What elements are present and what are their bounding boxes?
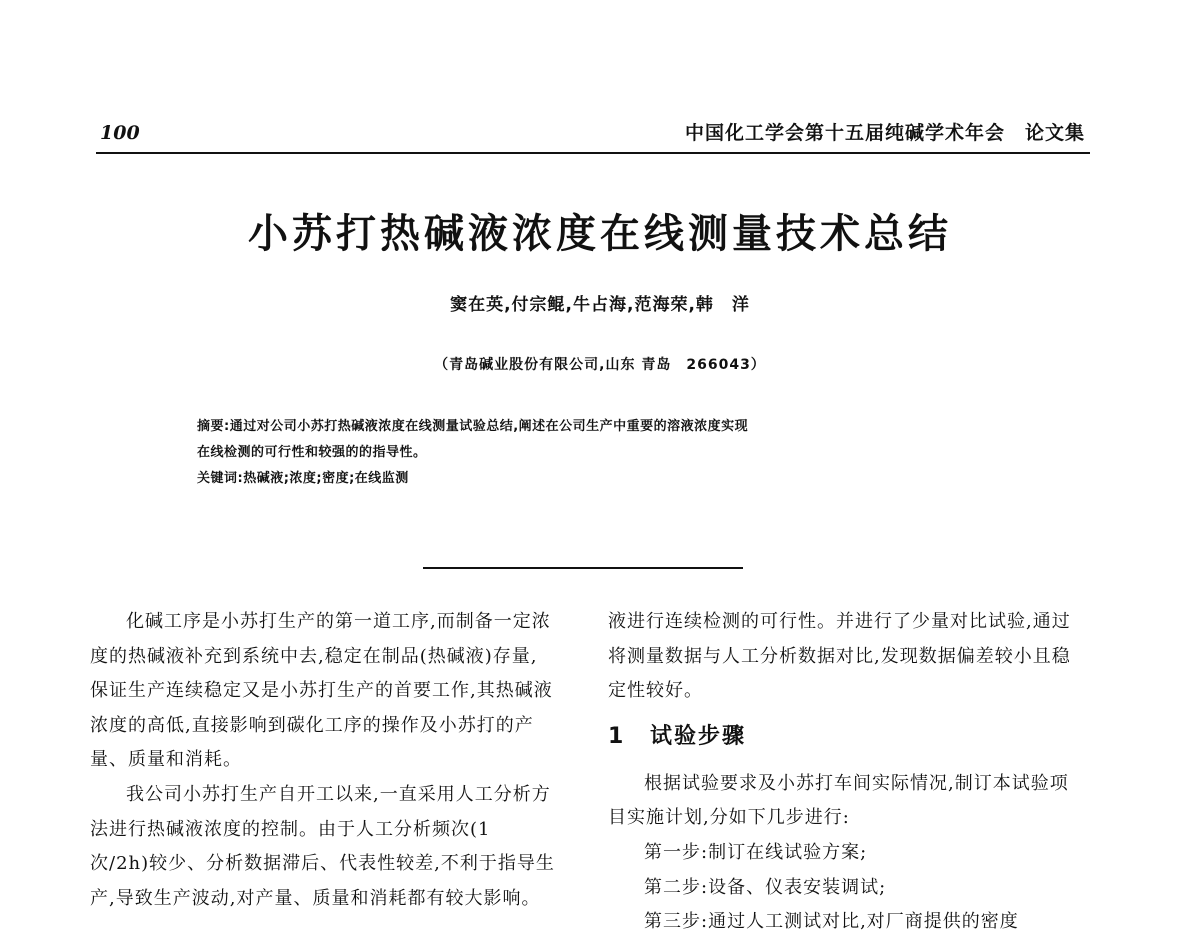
running-header-title: 中国化工学会第十五届纯碱学术年会 论文集 [684,122,1085,144]
section-heading [608,717,1073,757]
paragraph: 液进行连续检测的可行性。并进行了少量对比试验,通过将测量数据与人工分析数据对比,发现数据偏差较小且稳定性较好。 [608,611,1071,702]
paragraph: 根据试验要求及小苏打车间实际情况,制订本试验项目实施计划,分如下几步进行: [608,772,1069,829]
section-number: 1 [608,723,626,749]
right-column [608,605,1073,940]
abstract-line-2: 在线检测的可行性和较强的的指导性。 [197,445,427,460]
step-item: 第三步:通过人工测试对比,对厂商提供的密度 [644,911,1019,933]
abstract-line-1: 摘要:通过对公司小苏打热碱液浓度在线测量试验总结,阐述在公司生产中重要的溶液浓度实现 [197,419,749,434]
header-rule [96,152,1090,154]
paragraph: 化碱工序是小苏打生产的第一道工序,而制备一定浓度的热碱液补充到系统中去,稳定在制品(热碱液)存量,保证生产连续稳定又是小苏打生产的首要工作,其热碱液浓度的高低,直接影响到碳化工序的操作及小苏打的产量、质量和消耗。 [90,611,553,771]
paper-title: 小苏打热碱液浓度在线测量技术总结 [248,210,952,257]
separator-rule [423,567,743,569]
step-item: 第二步:设备、仪表安装调试; [644,876,887,898]
abstract [197,414,997,492]
page-number: 100 [100,122,140,144]
step-item: 第一步:制订在线试验方案; [644,841,868,863]
left-column [90,605,555,916]
paragraph: 我公司小苏打生产自开工以来,一直采用人工分析方法进行热碱液浓度的控制。由于人工分析频次(1 次/2h)较少、分析数据滞后、代表性较差,不利于指导生产,导致生产波动,对产量、质量和消耗都有较大影响。 [90,783,555,909]
affiliation: （青岛碱业股份有限公司,山东 青岛 266043） [434,357,766,373]
authors: 窦在英,付宗鲲,牛占海,范海荣,韩 洋 [450,295,750,315]
section-title: 试验步骤 [650,723,747,749]
keywords: 关键词:热碱液;浓度;密度;在线监测 [197,471,409,486]
